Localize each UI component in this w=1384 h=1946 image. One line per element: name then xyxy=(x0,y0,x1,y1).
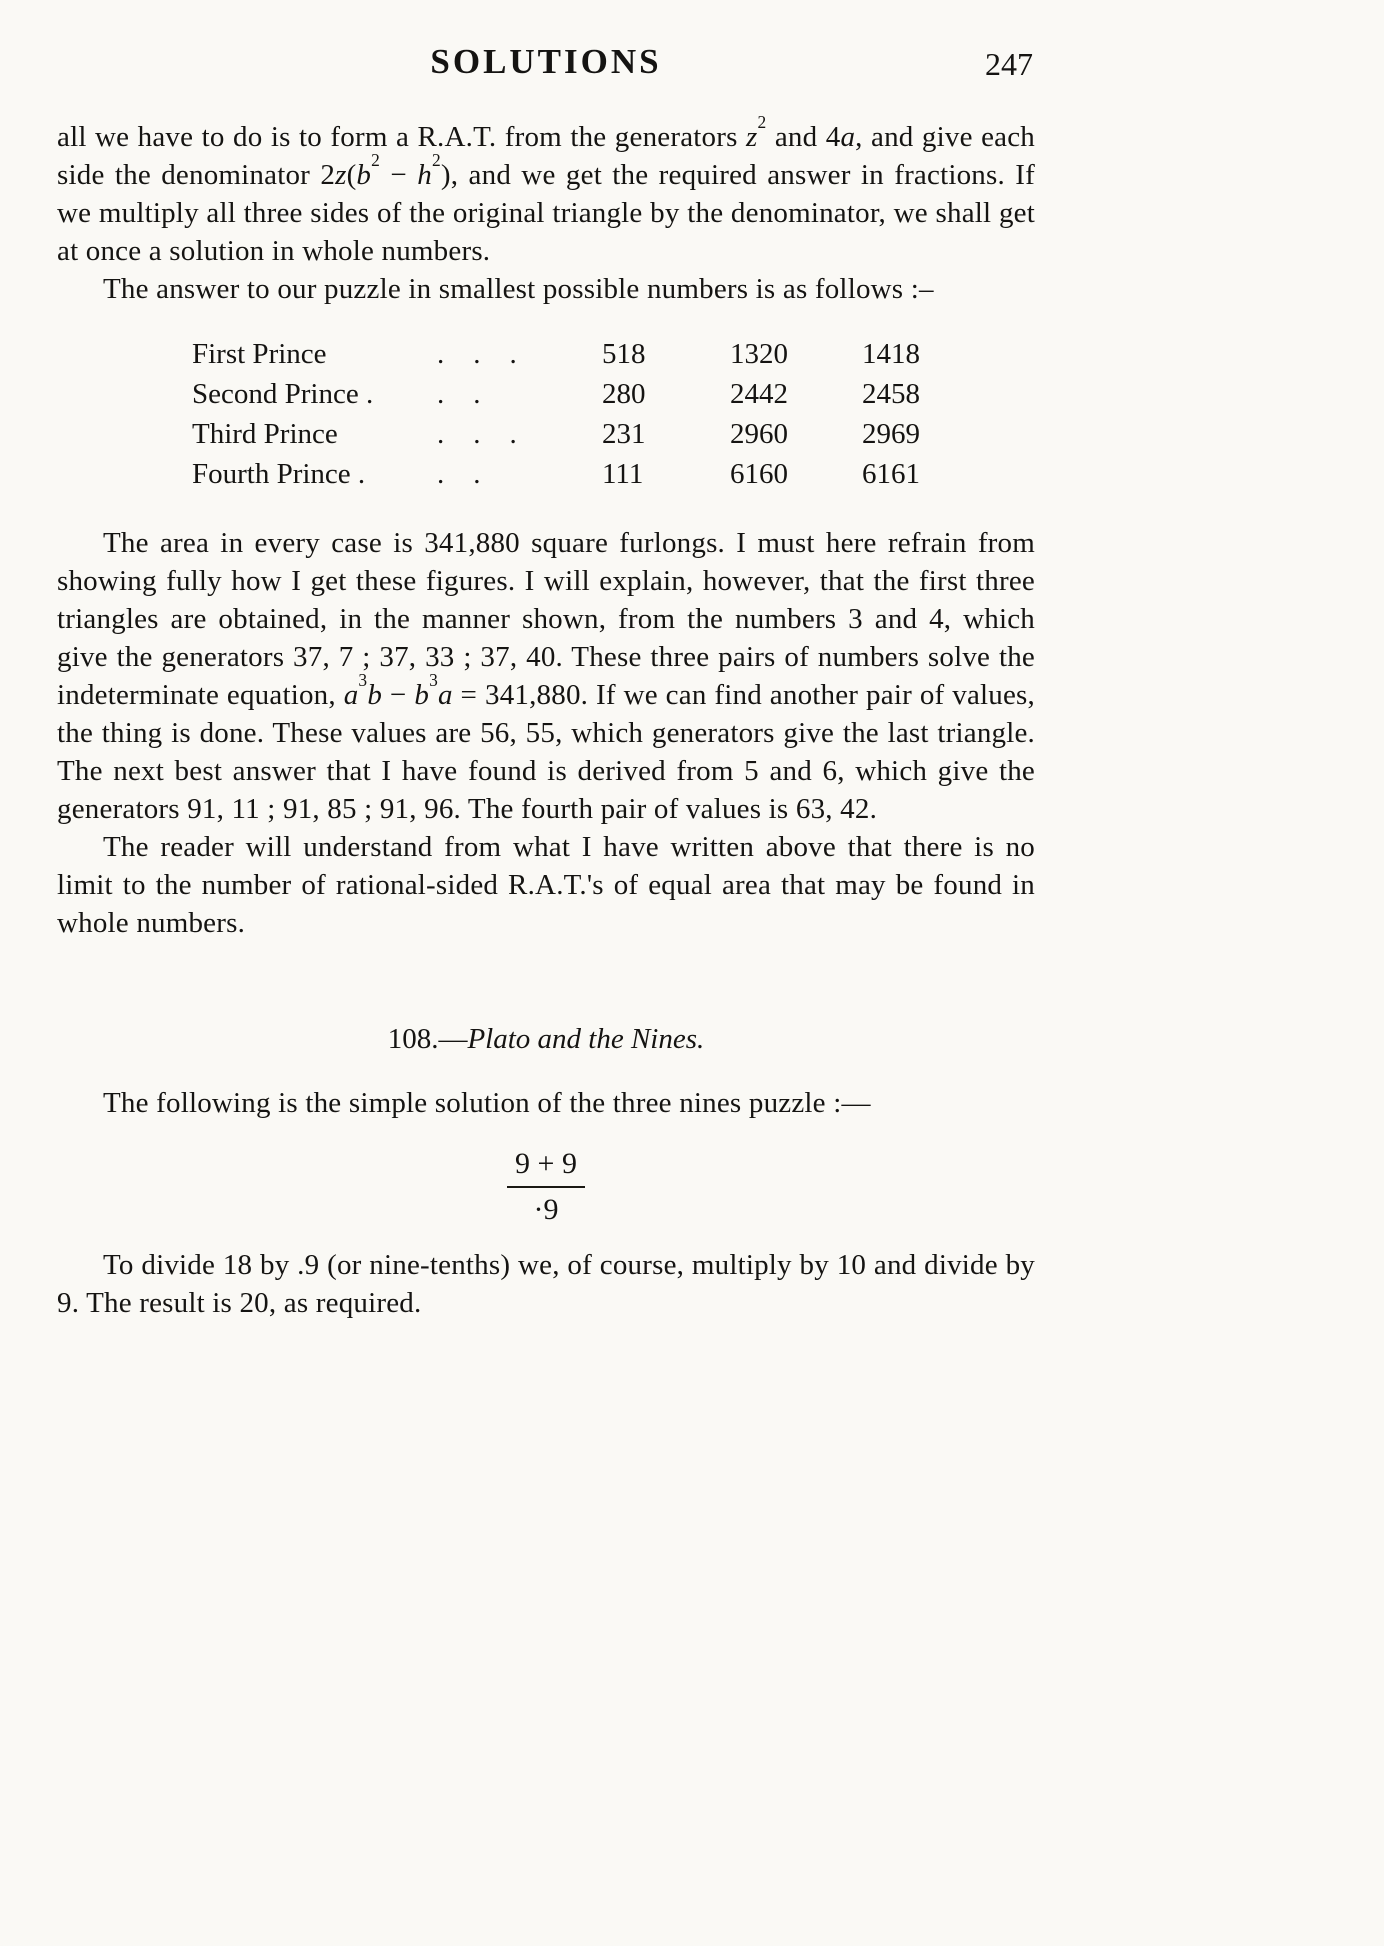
math-superscript: 3 xyxy=(358,669,368,690)
math-variable: a xyxy=(343,679,359,711)
side-value: 2969 xyxy=(862,418,920,450)
paragraph xyxy=(57,270,1035,308)
paragraph xyxy=(57,111,1035,270)
paragraph xyxy=(57,1084,1035,1122)
text-run: all we have to do is to form a R.A.T. from the generators xyxy=(57,121,746,153)
table-row xyxy=(192,334,1035,374)
section-heading xyxy=(57,1020,1035,1058)
math-variable: b xyxy=(414,679,430,711)
prince-name: Fourth Prince . xyxy=(192,458,366,490)
math-superscript: 2 xyxy=(757,111,767,132)
side-value: 518 xyxy=(602,338,646,370)
text-run: To divide 18 by .9 (or nine-tenths) we, of course, multiply by 10 and divide by 9. The result is 20, as required. xyxy=(57,1249,1035,1319)
leader-dots: . . xyxy=(437,458,481,490)
text-run: , and give each side the denominator 2 xyxy=(57,121,1035,191)
body xyxy=(57,111,1035,1322)
side-value: 6161 xyxy=(862,458,920,490)
page-header xyxy=(57,36,1035,92)
side-value: 1320 xyxy=(730,338,788,370)
table-row xyxy=(192,454,1035,494)
fraction-body xyxy=(507,1144,585,1230)
text-run: The reader will understand from what I have written above that there is no limit to the number of rational-sided R.A.T.'s of equal area that may be found in whole numbers. xyxy=(57,831,1035,939)
text-run: The area in every case is 341,880 square furlongs. I must here refrain from showing fully how I get these figures. I will explain, however, that the first three triangles are obtained, in the manner shown, from the numbers 3 and 4, which give the generators 37, 7 ; 37, 33 ; 37, 40. These three pairs of numbers solve the indeterminate equation, xyxy=(57,527,1035,711)
fraction-denominator: ·9 xyxy=(533,1193,559,1226)
math-variable: z xyxy=(746,121,758,153)
paragraph xyxy=(57,828,1035,942)
math-superscript: 2 xyxy=(371,149,381,170)
text-run: = 341,880. If we can find another pair of values, the thing is done. These values are 56, 55, which generators give the last triangle. The next best answer that I have found is derived from 5 and 6, which give the generators 91, 11 ; 91, 85 ; 91, 96. The fourth pair of values is 63, 42. xyxy=(57,679,1035,825)
prince-name: Second Prince . xyxy=(192,378,374,410)
side-value: 2960 xyxy=(730,418,788,450)
math-variable: a xyxy=(840,121,856,153)
page-content xyxy=(57,36,1035,1322)
page-title: SOLUTIONS xyxy=(430,42,662,81)
text-run: and 4 xyxy=(766,121,841,153)
side-value: 111 xyxy=(602,458,644,490)
paragraph xyxy=(57,1246,1035,1322)
section-number: 108.— xyxy=(387,1023,468,1055)
math-variable: z xyxy=(335,159,347,191)
section-title: Plato and the Nines. xyxy=(467,1023,705,1055)
leader-dots: . . . xyxy=(437,338,517,370)
text-run: ( xyxy=(346,159,357,191)
side-value: 280 xyxy=(602,378,646,410)
fraction-numerator: 9 + 9 xyxy=(507,1144,585,1188)
text-run: The following is the simple solution of the three nines puzzle :— xyxy=(103,1087,871,1119)
fraction xyxy=(57,1144,1035,1230)
math-variable: b xyxy=(356,159,372,191)
princes-table xyxy=(192,334,1035,494)
leader-dots: . . xyxy=(437,378,481,410)
side-value: 231 xyxy=(602,418,646,450)
page-number: 247 xyxy=(985,46,1033,82)
table-row xyxy=(192,414,1035,454)
text-run: − xyxy=(382,679,415,711)
math-superscript: 3 xyxy=(429,669,438,690)
prince-name: First Prince xyxy=(192,338,327,370)
math-superscript: 2 xyxy=(431,149,441,170)
leader-dots: . . . xyxy=(437,418,517,450)
text-run: − xyxy=(380,159,418,191)
side-value: 2458 xyxy=(862,378,920,410)
text-run: ), and we get the required answer in fractions. If we multiply all three sides of the original triangle by the denominator, we shall get at once a solution in whole numbers. xyxy=(57,159,1035,267)
text-run: The answer to our puzzle in smallest possible numbers is as follows :– xyxy=(103,273,934,305)
table-row xyxy=(192,374,1035,414)
side-value: 6160 xyxy=(730,458,788,490)
side-value: 1418 xyxy=(862,338,920,370)
math-variable: a xyxy=(437,679,453,711)
paragraph xyxy=(57,524,1035,828)
side-value: 2442 xyxy=(730,378,788,410)
math-variable: b xyxy=(367,679,383,711)
prince-name: Third Prince xyxy=(192,418,338,450)
math-variable: h xyxy=(417,159,432,191)
